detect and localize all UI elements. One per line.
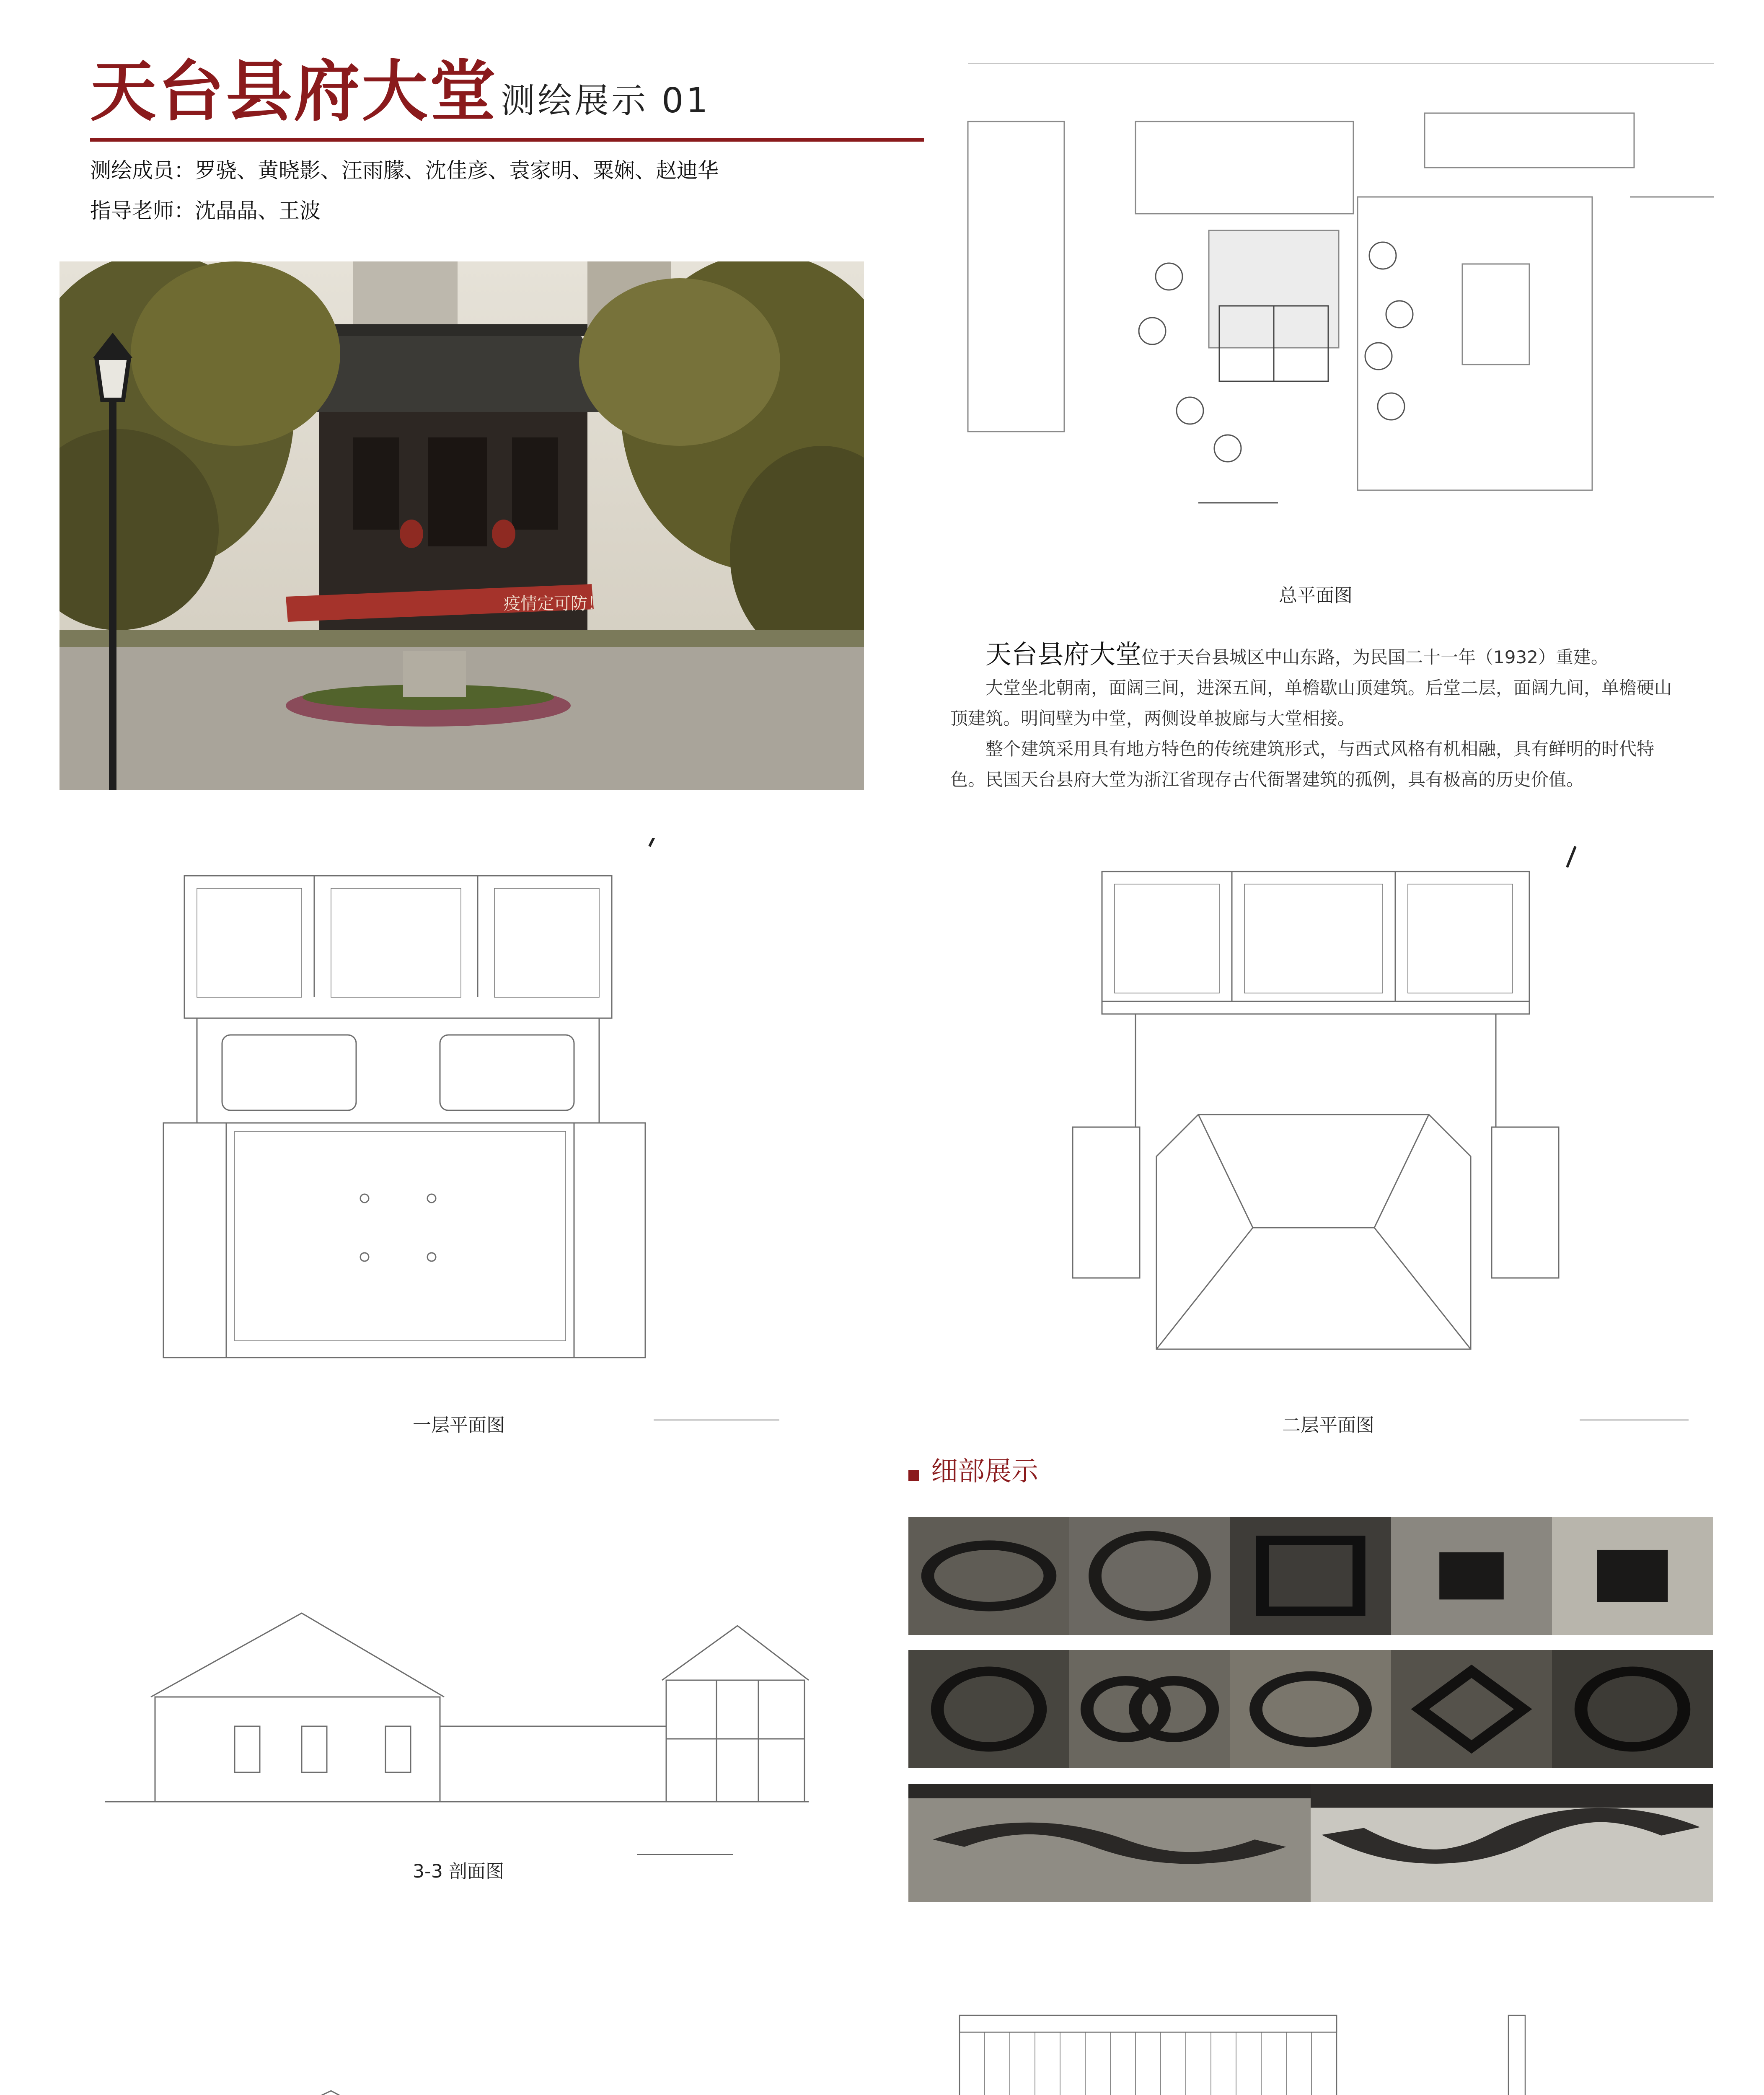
railing-detail-drawing [934, 2007, 1630, 2095]
detail-tile [1230, 1650, 1391, 1768]
description-line1: 位于天台县城区中山东路，为民国二十一年（1932）重建。 [1141, 647, 1609, 667]
photo-banner-text: 疫情定可防！ [504, 594, 604, 613]
detail-strip-3 [908, 1784, 1713, 1902]
detail-tile [1230, 1517, 1391, 1635]
site-plan-drawing [960, 63, 1722, 578]
section-3-3-drawing [96, 1592, 834, 1827]
detail-tile [908, 1517, 1069, 1635]
detail-tile [1391, 1650, 1552, 1768]
detail-tile [1069, 1650, 1230, 1768]
caption-floor2: 二层平面图 [1282, 1415, 1374, 1436]
section-4-4-drawing [96, 2074, 834, 2095]
description-p2: 大堂坐北朝南，面阔三间，进深五间，单檐歇山顶建筑。后堂二层，面阔九间，单檐硬山顶建筑。明间壁为中堂，两侧设单披廊与大堂相接。 [950, 678, 1672, 729]
floor2-plan-drawing [1060, 838, 1613, 1366]
advisors: 指导老师：沈晶晶、王波 [90, 199, 321, 223]
scale-bar [654, 1420, 779, 1422]
details-heading: 细部展示 [931, 1456, 1038, 1487]
description-lead: 天台县府大堂 [985, 639, 1142, 670]
detail-strip-1 [908, 1517, 1713, 1635]
detail-tile [908, 1784, 1311, 1902]
floor1-plan-drawing [155, 838, 708, 1366]
detail-tile [908, 1650, 1069, 1768]
detail-tile [1552, 1517, 1713, 1635]
detail-tile [1552, 1650, 1713, 1768]
caption-section-33: 3-3 剖面图 [413, 1861, 504, 1882]
detail-tile [1069, 1517, 1230, 1635]
caption-floor1: 一层平面图 [413, 1415, 505, 1436]
detail-strip-2 [908, 1650, 1713, 1768]
description-p3: 整个建筑采用具有地方特色的传统建筑形式，与西式风格有机相融，具有鲜明的时代特色。民国天台县府大堂为浙江省现存古代衙署建筑的孤例，具有极高的历史价值。 [950, 739, 1655, 790]
detail-tile [1391, 1517, 1552, 1635]
caption-site-plan: 总平面图 [1279, 585, 1353, 606]
title-rule [90, 138, 924, 142]
page-subtitle: 测绘展示 01 [501, 81, 711, 121]
building-description [950, 639, 1679, 795]
section-marker [908, 1470, 919, 1481]
page-title: 天台县府大堂 [90, 53, 497, 130]
detail-tile [1311, 1784, 1713, 1902]
scale-bar [1580, 1420, 1689, 1422]
team-members: 测绘成员：罗骁、黄晓影、汪雨朦、沈佳彦、袁家明、粟娴、赵迪华 [90, 158, 719, 183]
scale-bar [637, 1854, 733, 1857]
building-photo [59, 261, 864, 790]
